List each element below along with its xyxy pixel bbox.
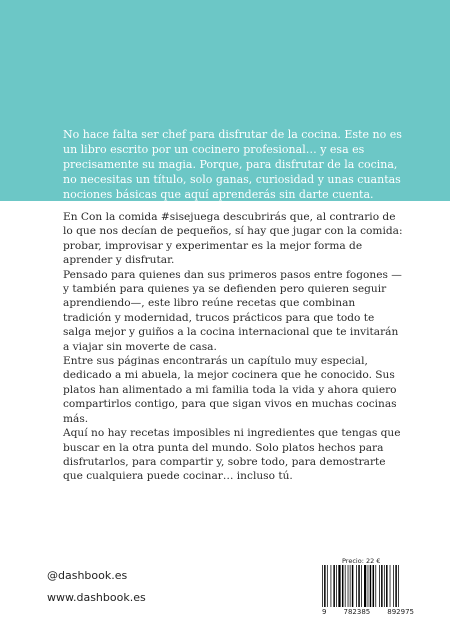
barcode-icon	[322, 565, 408, 607]
paragraph-4: Aquí no hay recetas imposibles ni ingredientes que tengas que buscar en la otra punta del mundo. Solo platos hechos para disfrutarlos, para compartir y, sobre todo, para demostrarte que cualquiera puede cocinar… incluso tú.	[63, 427, 401, 483]
paragraph-2: Pensado para quienes dan sus primeros pasos entre fogones —y también para quienes ya se defienden pero quieren seguir aprendiendo—, este libro reúne recetas que combinan tradición y modernidad, trucos prácticos para que todo te salga mejor y guiños a la cocina internacional que te invitarán a viajar sin moverte de casa.	[63, 268, 402, 353]
price-label: Precio: 22 €	[342, 557, 381, 565]
website-link[interactable]: www.dashbook.es	[47, 591, 146, 604]
paragraph-3: Entre sus páginas encontrarás un capítulo muy especial, dedicado a mi abuela, la mejor cocinera que he conocido. Sus platos han alimentado a mi familia toda la vida y ahora quiero compartirlos contigo, para que sigan vivos en muchas cocinas más.	[63, 355, 397, 425]
description-body	[63, 210, 403, 484]
isbn-prefix: 9	[322, 608, 327, 616]
isbn-group-2: 892975	[387, 608, 414, 616]
isbn-digits	[322, 608, 414, 616]
intro-blurb: No hace falta ser chef para disfrutar de la cocina. Este no es un libro escrito por un cocinero profesional… y esa es precisamente su magia. Porque, para disfrutar de la cocina, no necesitas un título, solo ganas, curiosidad y unas cuantas nociones básicas que aquí aprenderás sin darte cuenta.	[63, 128, 402, 201]
social-handle: @dashbook.es	[47, 569, 128, 582]
isbn-group-1: 782385	[343, 608, 371, 616]
paragraph-1: En Con la comida #sisejuega descubrirás que, al contrario de lo que nos decían de pequeños, sí hay que jugar con la comida: probar, improvisar y experimentar es la mejor forma de aprender y disfrutar.	[63, 211, 403, 267]
